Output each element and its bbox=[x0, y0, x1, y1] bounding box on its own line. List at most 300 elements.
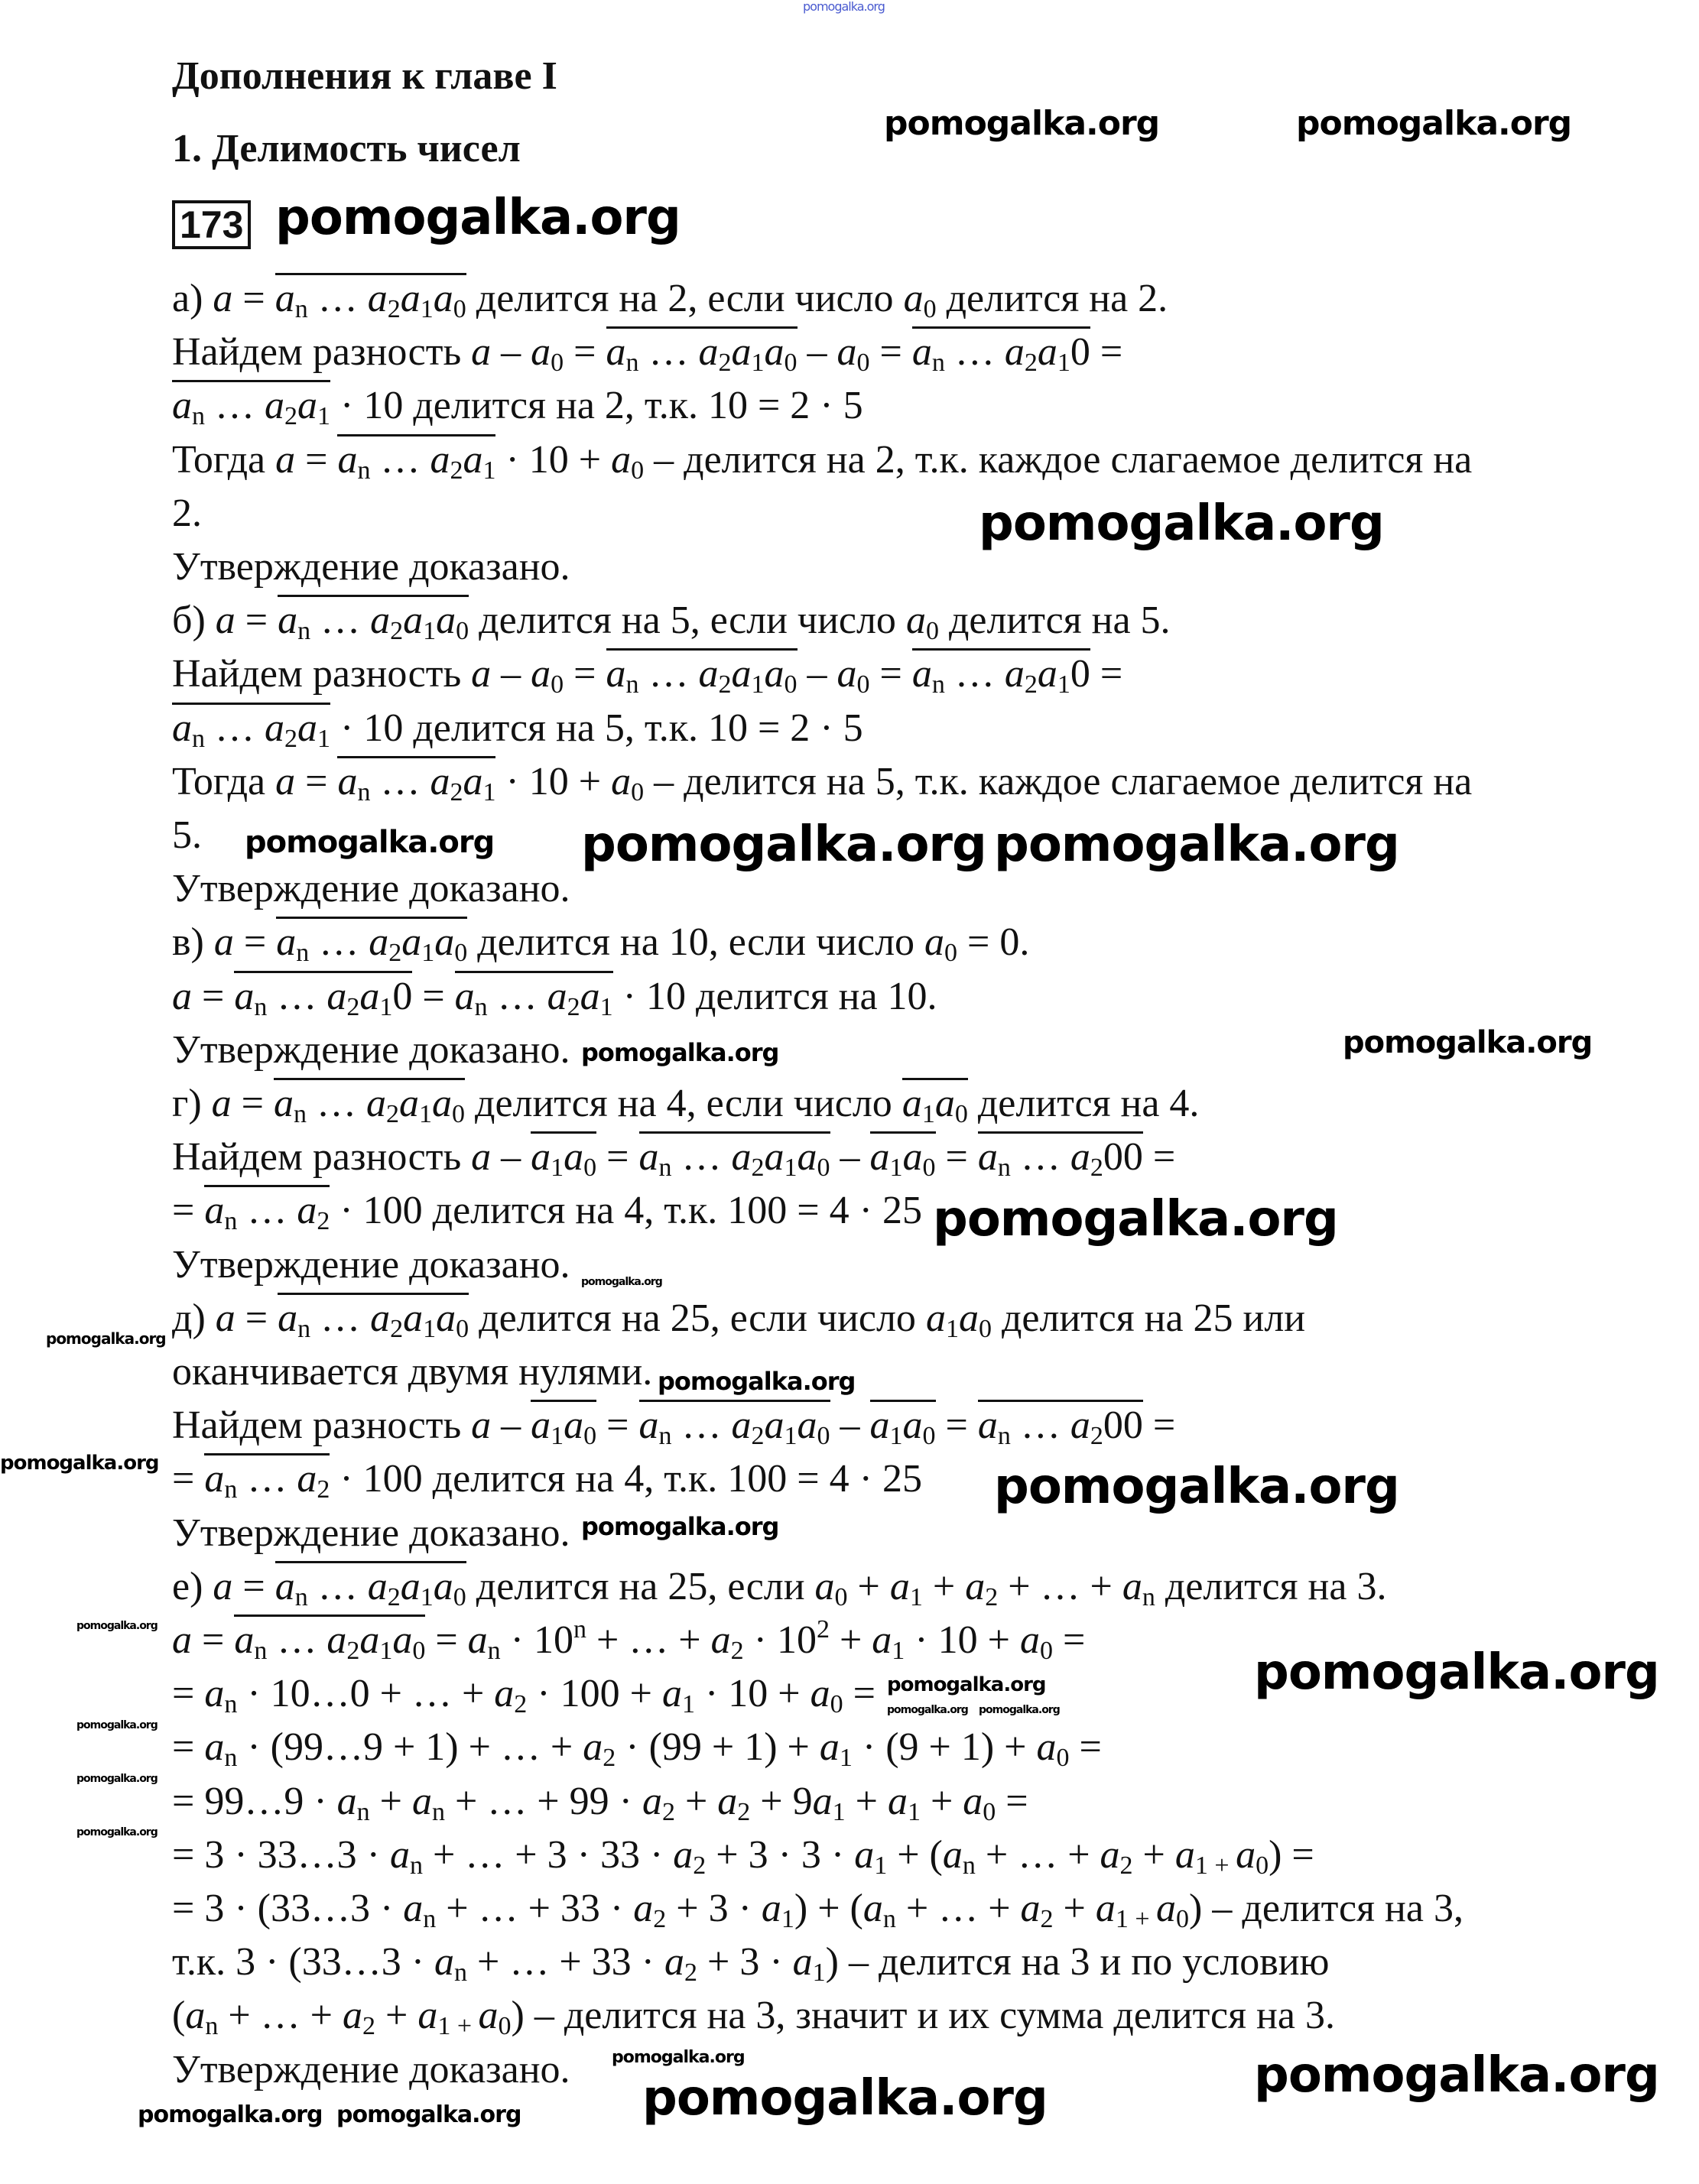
variable: a bbox=[204, 1672, 225, 1716]
variable: a bbox=[185, 1994, 206, 2038]
watermark: pomogalka.org bbox=[994, 816, 1399, 873]
variable: a bbox=[434, 1940, 455, 1984]
variable: a bbox=[213, 277, 233, 320]
subscript: 0 bbox=[551, 349, 564, 378]
variable: a bbox=[911, 652, 932, 696]
text: · 10 + bbox=[694, 1672, 811, 1716]
variable: a bbox=[215, 599, 236, 643]
text: + bbox=[829, 1618, 872, 1662]
subscript: 0 bbox=[1039, 1637, 1053, 1665]
subscript: 2 bbox=[362, 2012, 375, 2041]
variable: a bbox=[792, 1940, 813, 1984]
text: – bbox=[797, 652, 837, 696]
watermark: pomogalka.org bbox=[1254, 1644, 1659, 1701]
variable: a bbox=[278, 1296, 298, 1340]
text: делится на 25, если bbox=[466, 1564, 815, 1608]
variable: a bbox=[902, 1135, 923, 1180]
subscript: 1 bbox=[909, 1582, 923, 1611]
text: · 100 + bbox=[527, 1672, 662, 1716]
text: … bbox=[944, 652, 1005, 696]
text: … bbox=[237, 1189, 297, 1233]
text: = bbox=[1142, 1135, 1176, 1180]
overlined-number bbox=[275, 1561, 466, 1611]
variable: a bbox=[342, 1994, 362, 2038]
variable: a bbox=[265, 384, 284, 428]
subscript: 0 bbox=[1176, 1905, 1190, 1933]
text: … bbox=[638, 652, 699, 696]
subscript: 0 bbox=[412, 1637, 426, 1665]
variable: a bbox=[326, 1618, 347, 1662]
text: – делится на 5, т.к. каждое слагаемое делится на bbox=[644, 759, 1473, 803]
text: е) bbox=[172, 1564, 213, 1608]
text: … bbox=[309, 920, 369, 965]
text: Утверждение доказано. bbox=[172, 1027, 570, 1072]
text-line bbox=[172, 594, 1171, 647]
variable: a bbox=[1100, 1832, 1120, 1877]
text-line bbox=[172, 1614, 1085, 1667]
variable: a bbox=[211, 1082, 232, 1125]
variable: a bbox=[467, 1618, 488, 1662]
text-line bbox=[172, 1989, 1335, 2043]
subscript: n bbox=[224, 1207, 238, 1236]
text: = bbox=[843, 1672, 875, 1716]
text: – bbox=[491, 330, 531, 375]
subscript: 1 bbox=[551, 1422, 564, 1451]
subscript: 1 bbox=[599, 992, 613, 1021]
variable: a bbox=[204, 1457, 225, 1501]
text: = bbox=[1090, 330, 1123, 375]
subscript: 0 bbox=[453, 295, 466, 323]
text: Утверждение доказано. bbox=[172, 2047, 570, 2092]
subscript: 1 bbox=[420, 295, 434, 323]
text: = bbox=[295, 437, 338, 482]
text-line bbox=[172, 2043, 570, 2097]
variable: a bbox=[911, 330, 932, 375]
text: Тогда bbox=[172, 759, 276, 803]
variable: a bbox=[454, 974, 475, 1018]
variable: a bbox=[869, 1404, 890, 1448]
variable: a bbox=[367, 1564, 388, 1608]
variable: a bbox=[661, 1672, 682, 1716]
variable: a bbox=[234, 974, 255, 1018]
overlined-number bbox=[234, 1614, 426, 1665]
variable: a bbox=[400, 1564, 421, 1608]
variable: a bbox=[204, 1725, 225, 1770]
subscript: 1 + bbox=[1194, 1851, 1236, 1880]
text: ) = bbox=[1269, 1832, 1314, 1877]
text: = bbox=[232, 1564, 275, 1608]
text: делится на 4, если число bbox=[464, 1082, 902, 1125]
variable: a bbox=[1122, 1564, 1142, 1608]
text: + bbox=[1132, 1832, 1175, 1877]
text: = bbox=[295, 759, 338, 803]
text: 0 bbox=[1070, 330, 1090, 375]
text: · 10 + bbox=[495, 437, 612, 482]
text: + … + bbox=[975, 1832, 1100, 1877]
text: + bbox=[369, 1779, 412, 1823]
text-line bbox=[172, 487, 202, 540]
text: делится на 4. bbox=[967, 1082, 1200, 1125]
variable: a bbox=[326, 974, 347, 1018]
subscript: n bbox=[962, 1851, 976, 1880]
subscript: 0 bbox=[856, 349, 870, 378]
text: = 3 · 33…3 · bbox=[172, 1832, 390, 1877]
variable: a bbox=[901, 1082, 922, 1125]
variable: a bbox=[1019, 1618, 1040, 1662]
text: = bbox=[172, 1725, 205, 1770]
subscript: 1 bbox=[781, 1905, 794, 1933]
variable: a bbox=[664, 1940, 684, 1984]
exercise-number-box: 173 bbox=[172, 200, 251, 249]
variable: a bbox=[297, 1457, 317, 1501]
subscript: 2 bbox=[684, 1958, 697, 1988]
text: б) bbox=[172, 599, 216, 643]
variable: a bbox=[411, 1779, 432, 1823]
text-line bbox=[172, 1721, 1102, 1774]
variable: a bbox=[905, 599, 926, 643]
variable: a bbox=[942, 1832, 963, 1877]
text: + … + bbox=[218, 1994, 343, 2038]
subscript: n bbox=[431, 1797, 445, 1826]
variable: a bbox=[436, 1296, 456, 1340]
text: + 9 bbox=[750, 1779, 813, 1823]
text: = bbox=[172, 1457, 205, 1501]
text: ) – делится на 3, bbox=[1189, 1887, 1463, 1930]
text: · (9 + 1) + bbox=[852, 1725, 1037, 1770]
subscript: 2 bbox=[730, 1637, 744, 1665]
variable: a bbox=[367, 277, 388, 320]
text: ) – делится на 3, значит и их сумма делится на 3. bbox=[511, 1994, 1335, 2038]
variable: a bbox=[478, 1994, 499, 2038]
text: = bbox=[235, 1296, 278, 1340]
variable: a bbox=[814, 1564, 835, 1608]
subscript: 0 bbox=[631, 456, 645, 485]
variable: a bbox=[172, 974, 192, 1018]
watermark: pomogalka.org bbox=[612, 2048, 745, 2067]
overlined-number bbox=[275, 273, 466, 323]
subscript: n bbox=[625, 670, 639, 699]
text: делится на 25, если число bbox=[469, 1296, 926, 1340]
subscript: n bbox=[192, 402, 205, 431]
subscript: 1 bbox=[874, 1851, 888, 1880]
text: + bbox=[847, 1564, 890, 1608]
subscript: 1 bbox=[482, 777, 496, 806]
text: – bbox=[491, 1135, 531, 1180]
variable: a bbox=[958, 1296, 979, 1340]
text: … bbox=[310, 599, 371, 643]
text: … bbox=[307, 277, 368, 320]
text: … bbox=[237, 1457, 297, 1501]
text-line bbox=[172, 433, 1472, 487]
subscript: 1 bbox=[889, 1154, 903, 1183]
variable: a bbox=[963, 1779, 983, 1823]
variable: a bbox=[434, 920, 455, 965]
subscript: 2 bbox=[346, 992, 360, 1021]
variable: a bbox=[1036, 1725, 1057, 1770]
text: Найдем разность bbox=[172, 1135, 472, 1180]
variable: a bbox=[172, 1618, 192, 1662]
variable: a bbox=[471, 1404, 492, 1448]
text: = bbox=[192, 974, 235, 1018]
overlined-number bbox=[606, 648, 798, 699]
subscript: 2 bbox=[567, 992, 580, 1021]
watermark: pomogalka.org bbox=[884, 104, 1160, 143]
subscript: 1 bbox=[784, 1422, 798, 1451]
variable: a bbox=[889, 1564, 910, 1608]
variable: a bbox=[275, 277, 295, 320]
subscript: n bbox=[409, 1851, 423, 1880]
watermark: pomogalka.org bbox=[581, 1276, 662, 1288]
text: = bbox=[1090, 652, 1123, 696]
variable: a bbox=[731, 330, 752, 375]
subscript: n bbox=[224, 1744, 238, 1773]
variable: a bbox=[611, 759, 632, 803]
watermark: pomogalka.org bbox=[803, 0, 885, 14]
overlined-number bbox=[172, 703, 330, 753]
subscript: 2 bbox=[737, 1797, 751, 1826]
watermark: pomogalka.org bbox=[581, 816, 986, 873]
subscript: n bbox=[297, 1314, 311, 1343]
text-line bbox=[172, 1238, 570, 1292]
text-line bbox=[172, 702, 863, 755]
variable: a bbox=[531, 330, 551, 375]
subscript: n bbox=[357, 777, 371, 806]
subscript: 1 bbox=[423, 617, 437, 646]
variable: a bbox=[903, 277, 924, 320]
subscript: 2 bbox=[1090, 1154, 1103, 1183]
variable: a bbox=[1095, 1887, 1116, 1930]
variable: a bbox=[297, 706, 317, 750]
text: · 10…0 + … + bbox=[237, 1672, 495, 1716]
subscript: 2 bbox=[718, 670, 732, 699]
subscript: 2 bbox=[317, 1475, 330, 1504]
text: 0 bbox=[392, 974, 413, 1018]
text: а) bbox=[172, 277, 213, 320]
overlined-number bbox=[977, 1400, 1143, 1451]
subscript: n bbox=[224, 1690, 238, 1719]
watermark: pomogalka.org bbox=[581, 1038, 779, 1067]
variable: a bbox=[494, 1672, 515, 1716]
variable: a bbox=[172, 706, 192, 750]
subscript: 2 bbox=[388, 939, 402, 968]
variable: a bbox=[531, 652, 551, 696]
subscript: 0 bbox=[817, 1154, 830, 1183]
subscript: 1 bbox=[379, 992, 393, 1021]
subscript: 1 bbox=[681, 1690, 695, 1719]
subscript: 2 bbox=[385, 1100, 399, 1128]
watermark: pomogalka.org bbox=[1343, 1025, 1593, 1060]
variable: a bbox=[977, 1135, 998, 1180]
subscript: 0 bbox=[978, 1314, 992, 1343]
text: Утверждение доказано. bbox=[172, 1511, 570, 1555]
text: г) bbox=[172, 1082, 212, 1125]
subscript: 0 bbox=[498, 2012, 512, 2041]
variable: a bbox=[934, 1082, 955, 1125]
variable: a bbox=[213, 1564, 233, 1608]
variable: a bbox=[1236, 1832, 1256, 1877]
subscript: 0 bbox=[922, 1422, 936, 1451]
variable: a bbox=[761, 1887, 781, 1930]
watermark: pomogalka.org bbox=[76, 1719, 158, 1731]
subscript: n bbox=[294, 1582, 308, 1611]
text: + … + 99 · bbox=[444, 1779, 642, 1823]
text-line bbox=[172, 326, 1122, 379]
text: … bbox=[205, 706, 265, 750]
variable: a bbox=[717, 1779, 738, 1823]
watermark: pomogalka.org bbox=[76, 1826, 158, 1838]
overlined-number bbox=[901, 1078, 968, 1128]
text: + ( bbox=[887, 1832, 943, 1877]
text-line bbox=[172, 1452, 922, 1506]
watermark: pomogalka.org bbox=[887, 1673, 1046, 1696]
variable: a bbox=[583, 1725, 603, 1770]
subscript: 0 bbox=[583, 1422, 597, 1451]
text: = bbox=[1052, 1618, 1086, 1662]
subscript: 2 bbox=[514, 1690, 528, 1719]
watermark: pomogalka.org bbox=[1296, 104, 1572, 143]
subscript: 1 bbox=[892, 1637, 905, 1665]
variable: a bbox=[204, 1189, 225, 1233]
text: т.к. 3 · (33…3 · bbox=[172, 1940, 435, 1984]
variable: a bbox=[710, 1618, 731, 1662]
text-line bbox=[172, 1882, 1463, 1936]
variable: a bbox=[698, 652, 719, 696]
subscript: 2 bbox=[284, 402, 297, 431]
subscript: n bbox=[625, 349, 639, 378]
text: + 3 · 3 · bbox=[706, 1832, 855, 1877]
text: ) – делится на 3 и по условию bbox=[825, 1940, 1330, 1984]
text-line bbox=[172, 1936, 1329, 1989]
text: = bbox=[233, 920, 277, 965]
text: – bbox=[830, 1135, 870, 1180]
text: – bbox=[830, 1404, 870, 1448]
text: + bbox=[922, 1564, 966, 1608]
subscript: 0 bbox=[954, 1100, 968, 1128]
subscript: n bbox=[297, 617, 311, 646]
text: – bbox=[491, 652, 531, 696]
text-line bbox=[172, 379, 863, 433]
variable: a bbox=[471, 652, 492, 696]
watermark: pomogalka.org bbox=[581, 1512, 779, 1541]
overlined-number bbox=[531, 1400, 597, 1451]
variable: a bbox=[925, 1296, 946, 1340]
text: = bbox=[996, 1779, 1028, 1823]
variable: a bbox=[531, 1404, 551, 1448]
subscript: 1 bbox=[945, 1314, 959, 1343]
variable: a bbox=[234, 1618, 255, 1662]
variable: a bbox=[819, 1725, 840, 1770]
variable: a bbox=[337, 437, 358, 482]
variable: a bbox=[606, 330, 626, 375]
text-line bbox=[172, 916, 1029, 969]
variable: a bbox=[764, 1135, 785, 1180]
variable: a bbox=[633, 1887, 654, 1930]
variable: a bbox=[797, 1135, 817, 1180]
text: + 3 · bbox=[666, 1887, 762, 1930]
text: оканчивается двумя нулями. bbox=[172, 1350, 653, 1394]
variable: a bbox=[564, 1404, 584, 1448]
variable: a bbox=[638, 1404, 659, 1448]
text: · 10 + bbox=[495, 759, 612, 803]
variable: a bbox=[336, 1779, 357, 1823]
subscript: 0 bbox=[923, 295, 937, 323]
subscript: 1 bbox=[379, 1637, 393, 1665]
text: 00 bbox=[1103, 1404, 1143, 1448]
text: = bbox=[192, 1618, 235, 1662]
overlined-number bbox=[234, 971, 413, 1021]
text: · 100 делится на 4, т.к. 100 = 4 · 25 bbox=[330, 1457, 922, 1501]
text: … bbox=[310, 1296, 371, 1340]
variable: a bbox=[278, 599, 298, 643]
text: + bbox=[674, 1779, 718, 1823]
subscript: 1 bbox=[482, 456, 496, 485]
overlined-number bbox=[454, 971, 613, 1021]
variable: a bbox=[172, 384, 192, 428]
variable: a bbox=[471, 330, 492, 375]
variable: a bbox=[638, 1135, 659, 1180]
variable: a bbox=[837, 652, 857, 696]
subscript: 0 bbox=[551, 670, 564, 699]
subscript: 2 bbox=[1024, 670, 1038, 699]
subscript: 0 bbox=[1056, 1744, 1070, 1773]
text-line bbox=[172, 1345, 652, 1399]
text: … bbox=[205, 384, 265, 428]
variable: a bbox=[1037, 330, 1057, 375]
variable: a bbox=[977, 1404, 998, 1448]
overlined-number bbox=[337, 756, 496, 806]
subscript: 1 bbox=[839, 1744, 853, 1773]
text: делится на 3. bbox=[1155, 1564, 1387, 1608]
text: = bbox=[869, 652, 912, 696]
watermark: pomogalka.org bbox=[994, 1459, 1399, 1515]
text: Тогда bbox=[172, 437, 276, 482]
subscript: n bbox=[205, 2012, 219, 2041]
text-line bbox=[172, 970, 937, 1024]
overlined-number bbox=[204, 1453, 330, 1504]
variable: a bbox=[1156, 1887, 1177, 1930]
text: = bbox=[1069, 1725, 1102, 1770]
subscript: 0 bbox=[944, 939, 958, 968]
subscript: n bbox=[997, 1422, 1011, 1451]
text: · 10 bbox=[500, 1618, 573, 1662]
subscript: n bbox=[423, 1905, 437, 1933]
subscript: 2 bbox=[284, 724, 297, 753]
watermark: pomogalka.org bbox=[245, 825, 495, 860]
text-line bbox=[172, 540, 570, 594]
variable: a bbox=[365, 1082, 386, 1125]
text: 0 bbox=[1070, 652, 1090, 696]
text: – делится на 2, т.к. каждое слагаемое делится на bbox=[644, 437, 1473, 482]
variable: a bbox=[862, 1887, 883, 1930]
watermark: pomogalka.org bbox=[642, 2070, 1048, 2127]
text: … bbox=[267, 974, 327, 1018]
subscript: 0 bbox=[922, 1154, 936, 1183]
text: д) bbox=[172, 1296, 216, 1340]
overlined-number bbox=[869, 1131, 936, 1183]
variable: a bbox=[1070, 1135, 1090, 1180]
overlined-number bbox=[172, 380, 330, 431]
variable: a bbox=[359, 974, 380, 1018]
subscript: 0 bbox=[451, 1100, 465, 1128]
subscript: n bbox=[454, 1958, 468, 1988]
subscript: n bbox=[293, 1100, 307, 1128]
text: … bbox=[1010, 1404, 1070, 1448]
variable: a bbox=[1070, 1404, 1090, 1448]
variable: a bbox=[275, 759, 296, 803]
text: … bbox=[638, 330, 699, 375]
variable: a bbox=[1037, 652, 1057, 696]
variable: a bbox=[392, 1618, 413, 1662]
